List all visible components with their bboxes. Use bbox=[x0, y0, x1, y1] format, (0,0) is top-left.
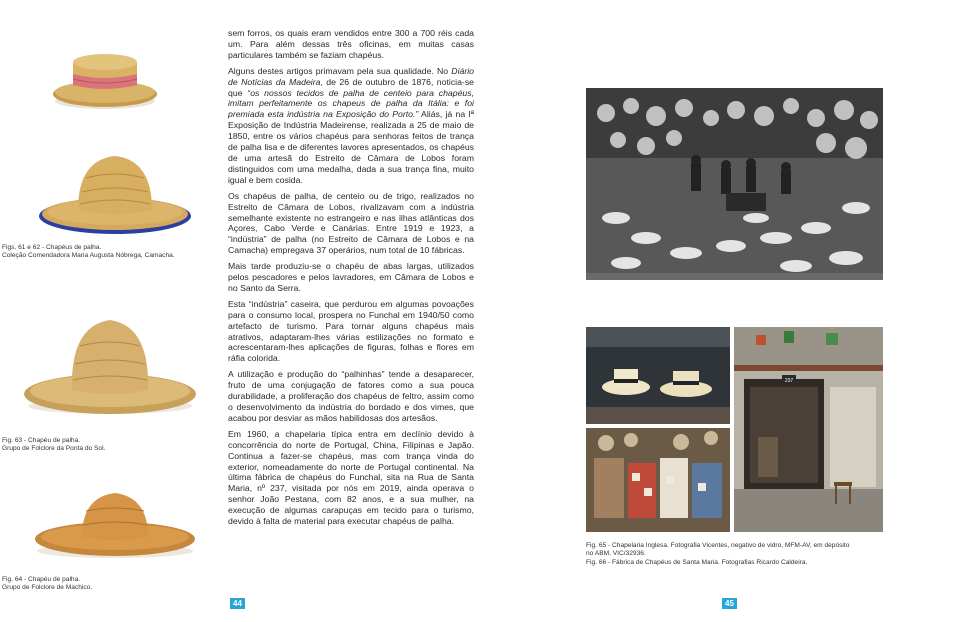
body-text-column bbox=[228, 28, 474, 532]
caption-line: Fig. 66 - Fábrica de Chapéus de Santa Maria. Fotografias Ricardo Caldeira. bbox=[586, 558, 808, 566]
caption-line: Fig. 64 - Chapéu de palha. bbox=[2, 576, 81, 583]
caption-line: Grupo de Folclore de Machico. bbox=[2, 584, 93, 592]
caption-line: Fig. 65 - Chapelaria Inglesa. Fotografia Vicentes, negativo de vidro, MFM-AV, em depósito bbox=[586, 542, 850, 549]
paragraph bbox=[228, 66, 474, 186]
paragraph: Os chapéus de palha, de centeio ou de trigo, realizados no Estreito de Câmara de Lobos, rivalizavam com a indústria semelhante existente no estrangeiro e nas ilhas atlânticas dos Açores, Cabo Verde e Canárias. Entre 1919 e 1923, a “indústria” de palha (no Estreito de Câmara de Lobos e na Camacha) empregava 37 operários, num total de 10 fábricas. bbox=[228, 190, 474, 256]
hat-photo-blue-trim bbox=[36, 148, 194, 238]
shop-window-hats-photo bbox=[586, 327, 730, 424]
shop-facade-photo bbox=[734, 327, 883, 532]
quotation: “os nossos tecidos de palha de centeio para chapéus, imitam perfeitamente os chapeus de palha da Itália: e foi premiada esta indústria na Exposição do Porto.” bbox=[228, 87, 474, 120]
right-page bbox=[482, 0, 964, 622]
paragraph: Mais tarde produziu-se o chapéu de abas largas, utilizados pelos pescadores e pelos lavradores, em Câmara de Lobos e no Santo da Serra. bbox=[228, 261, 474, 293]
door-number: 237 bbox=[784, 378, 794, 384]
paragraph: sem forros, os quais eram vendidos entre 300 a 700 réis cada um. Para além dessas três oficinas, em muitas casas particulares também se faziam chapéus. bbox=[228, 28, 474, 60]
publication-title: Diário de Notícias da Madeira bbox=[228, 65, 474, 87]
hat-photo-folclore-ponta-do-sol bbox=[20, 318, 200, 418]
caption-line: Coleção Comendadora Maria Augusta Nóbrega, Camacha. bbox=[2, 252, 175, 260]
caption-line: Grupo de Folclore da Ponta do Sol. bbox=[2, 445, 106, 453]
caption-fig-64 bbox=[2, 576, 92, 593]
text-run: , de 26 de outubro de 1876, noticia-se que bbox=[228, 76, 474, 98]
caption-figs-61-62 bbox=[2, 244, 175, 261]
hat-photo-boater bbox=[48, 38, 163, 113]
text-run: Alguns destes artigos primavam pela sua qualidade. No bbox=[228, 65, 452, 76]
historic-hat-workshop-photo bbox=[586, 88, 883, 280]
hat-photo-folclore-machico bbox=[30, 485, 200, 560]
caption-line: Fig. 63 - Chapéu de palha. bbox=[2, 437, 81, 444]
page-number: 45 bbox=[722, 598, 737, 609]
caption-fig-63 bbox=[2, 437, 105, 454]
caption-figs-65-66 bbox=[586, 542, 849, 567]
paragraph: A utilização e produção do “palhinhas” tende a desaparecer, fruto de uma conjugação de fatores como a sua pouca durabilidade, a proliferação dos chapéus de feltro, assim como o desenvolvimento da indústria do bordado e dos vimes, que acabou por desviar as mãos habilidosas dos artesãos. bbox=[228, 369, 474, 423]
paragraph: Em 1960, a chapelaria típica entra em declínio devido à concorrência do norte de Portugal, China, Filipinas e Japão. Continua a fazer-se chapéus, mas com trança vinda do exterior, nomeadamente do norte de Portugal continental. Na última fábrica de chapéus do Funchal, sita na Rua de Santa Maria, nº 237, visitada por nós em 2019, ainda operava o senhor João Pestana, com 82 anos, e a sua mulher, na execução de algumas carapuças em tecido para o turismo, devido à falta de material para executar chapéus de palha. bbox=[228, 428, 474, 527]
page-number: 44 bbox=[230, 598, 245, 609]
text-run: Aliás, já na Iª Exposição de Indústria Madeirense, realizada a 25 de maio de 1850, entre os vários chapéus para senhoras feitos de trança de palha lisa e de diferentes lavores apresentados, os chapéus de uma artesã do Estreito de Câmara de Lobos foram distinguidos com uma medalha, dada a sua trança fina, muito igual e bem cosida. bbox=[228, 109, 475, 185]
shop-interior-photo bbox=[586, 428, 730, 532]
caption-line: Figs. 61 e 62 - Chapéus de palha. bbox=[2, 244, 102, 251]
caption-line: no ABM, VIC/32936. bbox=[586, 550, 646, 558]
paragraph: Esta “indústria” caseira, que perdurou em algumas povoações para o consumo local, prospera no Funchal em 1940/50 como artefacto de turismo. Para tornar alguns chapéus mais atrativos, adaptaram-lhes várias estilizações no formato e acrescentaram-lhes aplicações de figuras, folhas e flores em ráfia colorida. bbox=[228, 298, 474, 364]
